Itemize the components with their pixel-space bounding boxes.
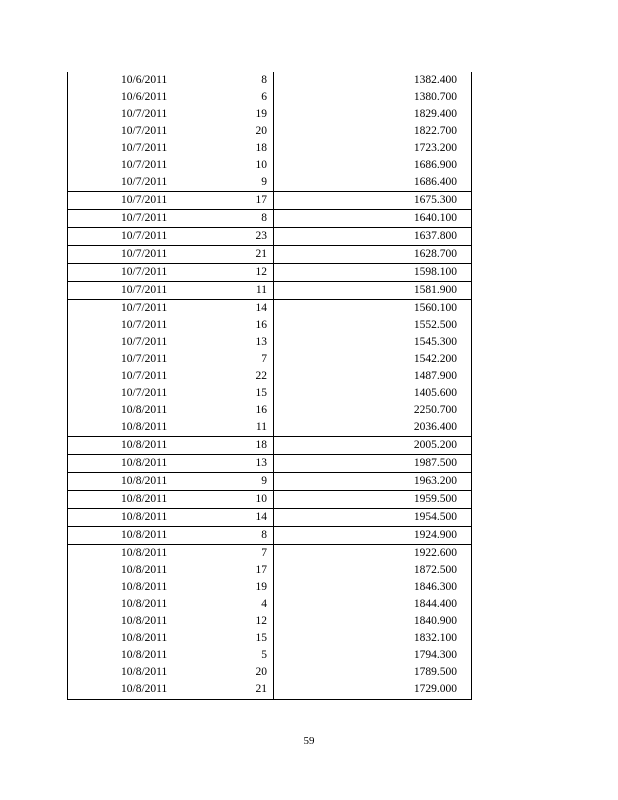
- value-cell: 1405.600: [274, 385, 472, 402]
- value-cell: 1840.900: [274, 613, 472, 630]
- value-cell: 1487.900: [274, 368, 472, 385]
- date-cell: 10/7/2011: [68, 157, 221, 174]
- date-cell: 10/8/2011: [68, 419, 221, 437]
- date-cell: 10/6/2011: [68, 89, 221, 106]
- value-cell: 1872.500: [274, 562, 472, 579]
- hour-cell: 5: [221, 647, 274, 664]
- hour-cell: 8: [221, 210, 274, 228]
- table-row: [68, 419, 472, 437]
- date-cell: 10/8/2011: [68, 402, 221, 419]
- hour-cell: 8: [221, 72, 274, 89]
- value-cell: 1987.500: [274, 455, 472, 473]
- value-cell: 1542.200: [274, 351, 472, 368]
- value-cell: 1581.900: [274, 282, 472, 300]
- hour-cell: 18: [221, 140, 274, 157]
- hour-cell: 21: [221, 681, 274, 699]
- table-row: [68, 140, 472, 157]
- value-cell: 1959.500: [274, 491, 472, 509]
- hour-cell: 14: [221, 509, 274, 527]
- table-row: [68, 402, 472, 419]
- table-row: [68, 527, 472, 545]
- table-row: [68, 282, 472, 300]
- value-cell: 1382.400: [274, 72, 472, 89]
- value-cell: 1675.300: [274, 192, 472, 210]
- date-cell: 10/8/2011: [68, 527, 221, 545]
- data-table-container: [67, 72, 471, 700]
- hour-cell: 12: [221, 264, 274, 282]
- value-cell: 1686.900: [274, 157, 472, 174]
- date-cell: 10/8/2011: [68, 545, 221, 563]
- date-cell: 10/7/2011: [68, 317, 221, 334]
- value-cell: 1829.400: [274, 106, 472, 123]
- hour-cell: 10: [221, 157, 274, 174]
- hour-cell: 15: [221, 630, 274, 647]
- value-cell: 2036.400: [274, 419, 472, 437]
- date-cell: 10/7/2011: [68, 140, 221, 157]
- hour-cell: 13: [221, 334, 274, 351]
- table-row: [68, 174, 472, 192]
- hour-cell: 17: [221, 192, 274, 210]
- hour-cell: 19: [221, 106, 274, 123]
- table-row: [68, 368, 472, 385]
- table-row: [68, 579, 472, 596]
- value-cell: 1822.700: [274, 123, 472, 140]
- table-row: [68, 437, 472, 455]
- date-cell: 10/7/2011: [68, 300, 221, 318]
- table-row: [68, 300, 472, 318]
- date-cell: 10/6/2011: [68, 72, 221, 89]
- value-cell: 1794.300: [274, 647, 472, 664]
- hour-cell: 18: [221, 437, 274, 455]
- table-row: [68, 613, 472, 630]
- date-cell: 10/8/2011: [68, 630, 221, 647]
- hour-cell: 14: [221, 300, 274, 318]
- table-row: [68, 562, 472, 579]
- value-cell: 1637.800: [274, 228, 472, 246]
- value-cell: 1832.100: [274, 630, 472, 647]
- value-cell: 1628.700: [274, 246, 472, 264]
- value-cell: 1963.200: [274, 473, 472, 491]
- table-row: [68, 246, 472, 264]
- table-row: [68, 317, 472, 334]
- hour-cell: 11: [221, 419, 274, 437]
- page-number: 59: [303, 735, 315, 747]
- table-row: [68, 545, 472, 563]
- data-table: [67, 72, 472, 700]
- hour-cell: 16: [221, 402, 274, 419]
- date-cell: 10/7/2011: [68, 192, 221, 210]
- table-row: [68, 664, 472, 681]
- hour-cell: 13: [221, 455, 274, 473]
- date-cell: 10/8/2011: [68, 664, 221, 681]
- value-cell: 1380.700: [274, 89, 472, 106]
- table-row: [68, 630, 472, 647]
- date-cell: 10/7/2011: [68, 264, 221, 282]
- table-row: [68, 123, 472, 140]
- table-row: [68, 228, 472, 246]
- table-row: [68, 72, 472, 89]
- date-cell: 10/8/2011: [68, 455, 221, 473]
- hour-cell: 20: [221, 664, 274, 681]
- table-row: [68, 596, 472, 613]
- value-cell: 1789.500: [274, 664, 472, 681]
- hour-cell: 7: [221, 351, 274, 368]
- hour-cell: 22: [221, 368, 274, 385]
- value-cell: 1598.100: [274, 264, 472, 282]
- value-cell: 1844.400: [274, 596, 472, 613]
- hour-cell: 8: [221, 527, 274, 545]
- date-cell: 10/8/2011: [68, 579, 221, 596]
- hour-cell: 6: [221, 89, 274, 106]
- date-cell: 10/7/2011: [68, 106, 221, 123]
- table-row: [68, 491, 472, 509]
- date-cell: 10/8/2011: [68, 596, 221, 613]
- hour-cell: 15: [221, 385, 274, 402]
- date-cell: 10/8/2011: [68, 509, 221, 527]
- date-cell: 10/7/2011: [68, 246, 221, 264]
- date-cell: 10/7/2011: [68, 123, 221, 140]
- value-cell: 1552.500: [274, 317, 472, 334]
- date-cell: 10/7/2011: [68, 174, 221, 192]
- table-row: [68, 509, 472, 527]
- value-cell: 1924.900: [274, 527, 472, 545]
- date-cell: 10/7/2011: [68, 385, 221, 402]
- date-cell: 10/8/2011: [68, 613, 221, 630]
- table-row: [68, 192, 472, 210]
- hour-cell: 10: [221, 491, 274, 509]
- hour-cell: 19: [221, 579, 274, 596]
- date-cell: 10/8/2011: [68, 491, 221, 509]
- hour-cell: 17: [221, 562, 274, 579]
- table-row: [68, 264, 472, 282]
- date-cell: 10/7/2011: [68, 228, 221, 246]
- table-row: [68, 647, 472, 664]
- hour-cell: 9: [221, 473, 274, 491]
- date-cell: 10/8/2011: [68, 681, 221, 699]
- value-cell: 1922.600: [274, 545, 472, 563]
- table-row: [68, 106, 472, 123]
- table-row: [68, 157, 472, 174]
- hour-cell: 4: [221, 596, 274, 613]
- date-cell: 10/8/2011: [68, 562, 221, 579]
- value-cell: 2005.200: [274, 437, 472, 455]
- date-cell: 10/8/2011: [68, 647, 221, 664]
- hour-cell: 7: [221, 545, 274, 563]
- table-row: [68, 681, 472, 699]
- hour-cell: 21: [221, 246, 274, 264]
- hour-cell: 16: [221, 317, 274, 334]
- table-body: [68, 72, 472, 699]
- date-cell: 10/7/2011: [68, 368, 221, 385]
- date-cell: 10/7/2011: [68, 351, 221, 368]
- date-cell: 10/7/2011: [68, 334, 221, 351]
- date-cell: 10/7/2011: [68, 282, 221, 300]
- value-cell: 1846.300: [274, 579, 472, 596]
- table-row: [68, 473, 472, 491]
- value-cell: 1729.000: [274, 681, 472, 699]
- table-row: [68, 385, 472, 402]
- hour-cell: 12: [221, 613, 274, 630]
- hour-cell: 11: [221, 282, 274, 300]
- table-row: [68, 351, 472, 368]
- table-row: [68, 455, 472, 473]
- table-row: [68, 334, 472, 351]
- hour-cell: 23: [221, 228, 274, 246]
- date-cell: 10/8/2011: [68, 473, 221, 491]
- value-cell: 1686.400: [274, 174, 472, 192]
- value-cell: 1954.500: [274, 509, 472, 527]
- table-row: [68, 210, 472, 228]
- date-cell: 10/7/2011: [68, 210, 221, 228]
- date-cell: 10/8/2011: [68, 437, 221, 455]
- hour-cell: 9: [221, 174, 274, 192]
- hour-cell: 20: [221, 123, 274, 140]
- value-cell: 1723.200: [274, 140, 472, 157]
- value-cell: 1640.100: [274, 210, 472, 228]
- value-cell: 2250.700: [274, 402, 472, 419]
- value-cell: 1545.300: [274, 334, 472, 351]
- table-row: [68, 89, 472, 106]
- value-cell: 1560.100: [274, 300, 472, 318]
